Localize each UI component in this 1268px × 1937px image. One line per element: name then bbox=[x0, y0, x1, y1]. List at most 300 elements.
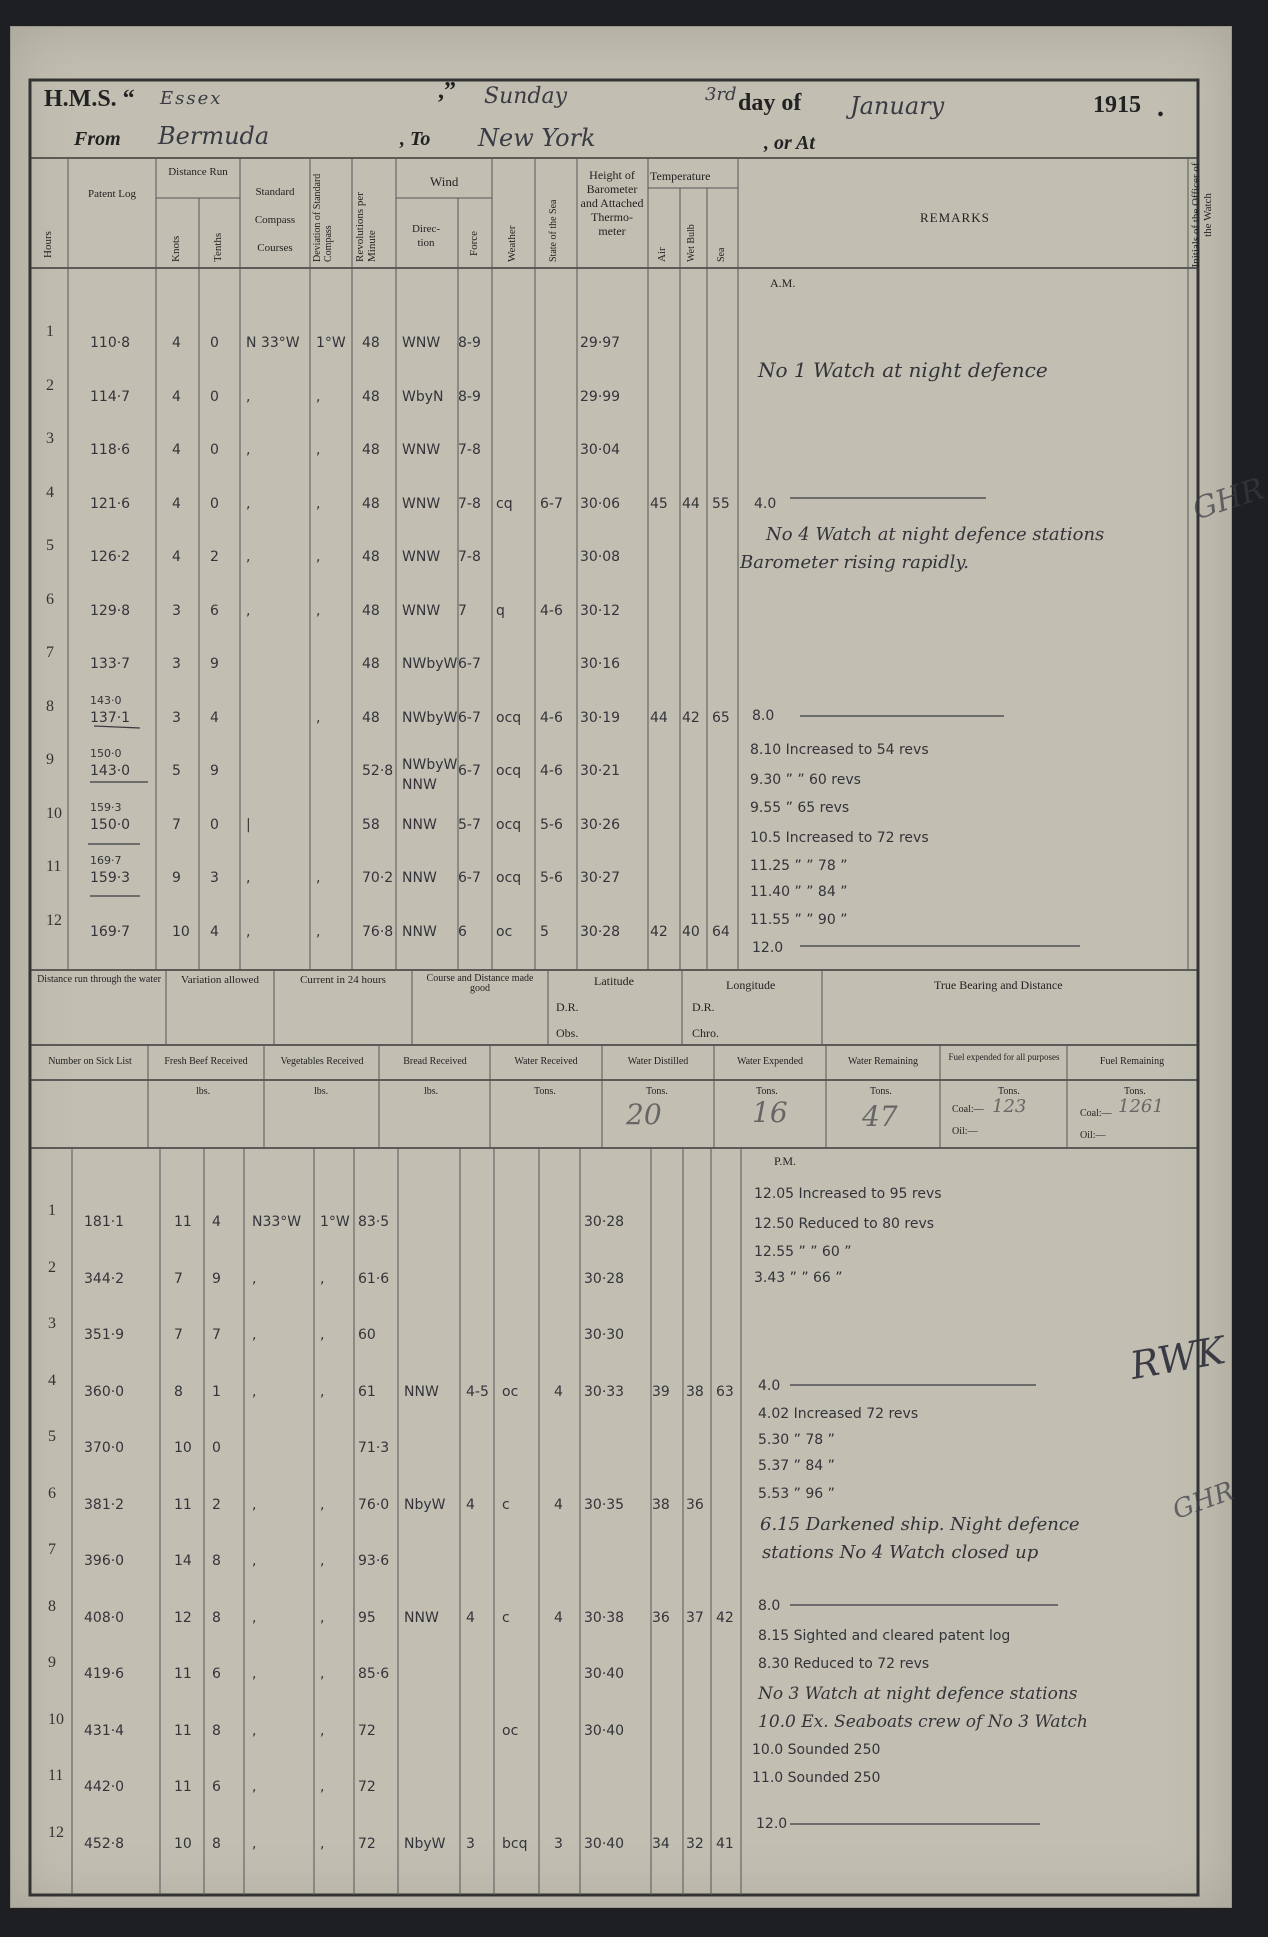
cell-dir: WNW bbox=[402, 549, 441, 565]
cell-h: 12 bbox=[48, 1823, 64, 1841]
cell-air: 36 bbox=[652, 1609, 670, 1626]
water-remaining: Water Remaining bbox=[847, 1056, 918, 1067]
cell-rev: 95 bbox=[358, 1609, 376, 1626]
cell-force: 7-8 bbox=[458, 549, 481, 565]
cell-dev: , bbox=[320, 1327, 325, 1343]
cell-wx: c bbox=[502, 1496, 510, 1513]
or-at-label: , or At bbox=[764, 132, 815, 154]
remark-line: 12.05 Increased to 95 revs bbox=[754, 1186, 942, 1202]
cell-sea: 5-6 bbox=[540, 870, 563, 886]
cell-kn: 4 bbox=[172, 495, 181, 512]
col-state-of-sea: State of the Sea bbox=[548, 199, 559, 262]
cell-dev: , bbox=[316, 549, 321, 565]
cell-rev: 71·3 bbox=[358, 1440, 390, 1456]
latitude: Latitude bbox=[594, 974, 634, 988]
cell-force: 4 bbox=[466, 1609, 475, 1626]
cell-course: N33°W bbox=[252, 1214, 302, 1230]
remark-line: 5.53 ” 96 ” bbox=[758, 1486, 835, 1502]
cell-wx: oc bbox=[502, 1722, 519, 1739]
cell-rev: 83·5 bbox=[358, 1214, 390, 1230]
cell-log: 133·7 bbox=[90, 656, 131, 672]
cell-h: 11 bbox=[46, 858, 62, 875]
cell-te: 0 bbox=[210, 388, 219, 405]
cell-wet: 36 bbox=[686, 1496, 704, 1513]
cell-dir: WNW bbox=[402, 335, 441, 351]
remark-line: No 4 Watch at night defence stations bbox=[766, 524, 1105, 545]
remark-line: 4.02 Increased 72 revs bbox=[758, 1406, 919, 1422]
cell-baro: 30·40 bbox=[584, 1666, 625, 1682]
cell-rev: 48 bbox=[362, 602, 380, 619]
cell-wx: ocq bbox=[496, 763, 522, 779]
course-made: Course and Distance made good bbox=[426, 973, 534, 994]
cell-rev: 93·6 bbox=[358, 1553, 390, 1569]
cell-course: , bbox=[252, 1327, 257, 1343]
cell-force: 6 bbox=[458, 923, 467, 940]
cell-force: 7-8 bbox=[458, 442, 481, 458]
water-distilled-value: 20 bbox=[626, 1098, 662, 1131]
sick-list: Number on Sick List bbox=[48, 1056, 132, 1067]
cell-te: 1 bbox=[212, 1383, 221, 1400]
cell-course: N 33°W bbox=[246, 335, 300, 351]
cell-log: 431·4 bbox=[84, 1722, 125, 1739]
remark-line: 8.0 bbox=[752, 708, 775, 724]
cell-rev: 52·8 bbox=[362, 763, 394, 779]
cell-log: 181·1 bbox=[84, 1214, 125, 1230]
fuel-expended: Fuel expended for all purposes bbox=[948, 1052, 1060, 1062]
cell-sea: 4 bbox=[554, 1496, 563, 1513]
cell-course: , bbox=[246, 388, 251, 405]
cell-te: 3 bbox=[210, 870, 219, 886]
longitude: Longitude bbox=[726, 978, 776, 992]
cell-kn: 9 bbox=[172, 870, 181, 886]
cell-te: 0 bbox=[210, 495, 219, 512]
col-direction: Direc- tion bbox=[411, 223, 441, 249]
cell-force: 7-8 bbox=[458, 495, 481, 512]
remark-line: stations No 4 Watch closed up bbox=[762, 1542, 1039, 1563]
remark-line: 12.55 ” ” 60 ” bbox=[754, 1244, 852, 1260]
cell-baro: 30·40 bbox=[584, 1835, 625, 1852]
remark-line: 11.55 ” ” 90 ” bbox=[750, 912, 848, 928]
am-initials: GHR bbox=[1188, 471, 1268, 528]
pm-label: P.M. bbox=[774, 1154, 797, 1168]
remark-line: 12.50 Reduced to 80 revs bbox=[754, 1216, 935, 1232]
col-tenths: Tenths bbox=[212, 232, 224, 262]
cell-log-corrected: 150·0 bbox=[90, 747, 122, 760]
cell-rev: 48 bbox=[362, 656, 380, 672]
cell-dev: , bbox=[316, 602, 321, 619]
cell-te: 0 bbox=[210, 816, 219, 833]
cell-dir: NbyW bbox=[404, 1835, 446, 1852]
cell-course: , bbox=[246, 442, 251, 458]
cell-seat: 42 bbox=[716, 1609, 734, 1626]
cell-baro: 30·19 bbox=[580, 709, 621, 726]
cell-wx: ocq bbox=[496, 709, 522, 726]
col-deviation: Deviation of Standard Compass bbox=[312, 173, 334, 262]
cell-kn: 3 bbox=[172, 656, 181, 672]
water-received-unit: Tons. bbox=[534, 1086, 556, 1097]
cell-dir: NNW bbox=[404, 1383, 439, 1400]
cell-log: 381·2 bbox=[84, 1496, 125, 1513]
cell-kn: 14 bbox=[174, 1553, 192, 1569]
cell-course: , bbox=[246, 923, 251, 940]
cell-dir: WNW bbox=[402, 442, 441, 458]
cell-air: 34 bbox=[652, 1835, 670, 1852]
cell-rev: 61·6 bbox=[358, 1270, 390, 1287]
distance-run-water: Distance run through the water bbox=[37, 974, 161, 985]
cell-baro: 30·21 bbox=[580, 763, 621, 779]
bread-unit: lbs. bbox=[424, 1086, 439, 1097]
col-patent-log: Patent Log bbox=[88, 188, 136, 200]
cell-dir: NWbyW bbox=[402, 656, 458, 672]
cell-h: 5 bbox=[46, 537, 54, 554]
cell-log: 110·8 bbox=[90, 335, 131, 351]
cell-rev: 60 bbox=[358, 1327, 376, 1343]
cell-sea: 4 bbox=[554, 1383, 563, 1400]
cell-course: , bbox=[252, 1553, 257, 1569]
cell-course: , bbox=[252, 1835, 257, 1852]
water-distilled: Water Distilled bbox=[627, 1056, 689, 1067]
cell-h: 6 bbox=[48, 1484, 56, 1502]
col-initials: Initials of the Officer of the Watch bbox=[1190, 162, 1214, 268]
cell-baro: 30·35 bbox=[584, 1496, 625, 1513]
cell-kn: 3 bbox=[172, 709, 181, 726]
cell-seat: 41 bbox=[716, 1835, 734, 1852]
to-label: , To bbox=[400, 128, 431, 150]
veg-unit: lbs. bbox=[314, 1086, 329, 1097]
cell-baro: 30·12 bbox=[580, 602, 621, 619]
fuel-remaining-unit: Tons. bbox=[1124, 1086, 1146, 1097]
cell-kn: 4 bbox=[172, 442, 181, 458]
remark-line: 5.37 ” 84 ” bbox=[758, 1458, 835, 1474]
cell-force: 6-7 bbox=[458, 870, 481, 886]
cell-h: 10 bbox=[48, 1710, 64, 1728]
cell-dir: NNW bbox=[404, 1609, 439, 1626]
remark-line: 9.55 ” 65 revs bbox=[750, 800, 850, 816]
col-knots: Knots bbox=[170, 235, 182, 262]
cell-h: 7 bbox=[46, 644, 54, 661]
cell-te: 9 bbox=[210, 763, 219, 779]
cell-kn: 10 bbox=[172, 923, 190, 940]
cell-sea: 4-6 bbox=[540, 709, 563, 726]
cell-rev: 85·6 bbox=[358, 1666, 390, 1682]
remark-line: No 1 Watch at night defence bbox=[758, 358, 1048, 382]
cell-kn: 10 bbox=[174, 1835, 192, 1852]
remark-line: 11.40 ” ” 84 ” bbox=[750, 884, 848, 900]
cell-te: 4 bbox=[212, 1214, 221, 1230]
true-bearing: True Bearing and Distance bbox=[934, 978, 1063, 992]
col-air: Air bbox=[656, 247, 668, 262]
cell-force: 7 bbox=[458, 602, 467, 619]
cell-dir: NNW bbox=[402, 816, 437, 833]
cell-h: 9 bbox=[48, 1654, 56, 1671]
water-expended-value: 16 bbox=[752, 1096, 788, 1129]
ship-prefix: H.M.S. “ bbox=[44, 86, 135, 112]
cell-baro: 30·40 bbox=[584, 1722, 625, 1739]
remark-line: 8.15 Sighted and cleared patent log bbox=[758, 1628, 1011, 1644]
cell-course: , bbox=[246, 602, 251, 619]
day-of-label: day of bbox=[738, 90, 802, 116]
remark-line: 10.0 Sounded 250 bbox=[752, 1742, 881, 1758]
col-standard-compass: Standard Compass Courses bbox=[254, 186, 296, 254]
cell-baro: 30·38 bbox=[584, 1609, 625, 1626]
remark-line: 12.0 bbox=[756, 1816, 788, 1832]
cell-force: 8-9 bbox=[458, 335, 481, 351]
coal-label: Coal:— bbox=[952, 1104, 984, 1115]
cell-log: 419·6 bbox=[84, 1666, 125, 1682]
current: Current in 24 hours bbox=[300, 974, 386, 986]
remark-line: 12.0 bbox=[752, 940, 784, 956]
cell-dir: WNW bbox=[402, 602, 441, 619]
cell-log: 143·0 bbox=[90, 763, 131, 779]
cell-h: 2 bbox=[48, 1258, 56, 1276]
cell-log-corrected: 169·7 bbox=[90, 854, 122, 867]
col-hours: Hours bbox=[42, 231, 54, 258]
cell-wet: 42 bbox=[682, 709, 700, 726]
pm-initials-1: RWK bbox=[1126, 1328, 1229, 1388]
cell-baro: 30·08 bbox=[580, 549, 621, 565]
pm-initials-2: GHR bbox=[1168, 1476, 1239, 1526]
vegetables: Vegetables Received bbox=[280, 1056, 364, 1067]
cell-log: 360·0 bbox=[84, 1383, 125, 1400]
coal-label-remaining: Coal:— bbox=[1080, 1108, 1112, 1119]
cell-baro: 30·30 bbox=[584, 1327, 625, 1343]
water-remaining-unit: Tons. bbox=[870, 1086, 892, 1097]
cell-baro: 30·27 bbox=[580, 870, 621, 886]
cell-course: , bbox=[252, 1779, 257, 1795]
cell-rev: 48 bbox=[362, 709, 380, 726]
cell-baro: 30·26 bbox=[580, 816, 621, 833]
cell-dir: NWbyW NNW bbox=[402, 757, 458, 793]
cell-dir: WbyN bbox=[402, 388, 444, 405]
cell-h: 11 bbox=[48, 1767, 64, 1784]
remark-line: 4.0 bbox=[754, 496, 777, 512]
beef-unit: lbs. bbox=[196, 1086, 211, 1097]
cell-log: 169·7 bbox=[90, 923, 131, 940]
cell-dev: , bbox=[316, 495, 321, 512]
lat-obs: Obs. bbox=[556, 1026, 579, 1040]
cell-dir: NbyW bbox=[404, 1496, 446, 1513]
cell-te: 6 bbox=[212, 1779, 221, 1795]
water-received: Water Received bbox=[514, 1056, 578, 1067]
cell-rev: 61 bbox=[358, 1383, 376, 1400]
remark-line: 10.5 Increased to 72 revs bbox=[750, 830, 929, 846]
cell-course: , bbox=[252, 1383, 257, 1400]
cell-h: 1 bbox=[48, 1202, 56, 1219]
cell-log: 137·1 bbox=[90, 709, 131, 726]
cell-sea: 3 bbox=[554, 1835, 563, 1852]
quote-close: ,” bbox=[438, 78, 456, 104]
year-dot: . bbox=[1157, 92, 1164, 123]
cell-h: 4 bbox=[48, 1371, 56, 1389]
cell-rev: 58 bbox=[362, 816, 380, 833]
cell-dev: , bbox=[320, 1779, 325, 1795]
cell-wx: oc bbox=[502, 1383, 519, 1400]
cell-te: 4 bbox=[210, 923, 219, 940]
cell-seat: 55 bbox=[712, 495, 730, 512]
cell-dev: , bbox=[320, 1270, 325, 1287]
cell-log: 129·8 bbox=[90, 602, 131, 619]
weekday: Sunday bbox=[484, 84, 568, 109]
cell-kn: 11 bbox=[174, 1722, 192, 1739]
cell-rev: 48 bbox=[362, 335, 380, 351]
cell-rev: 72 bbox=[358, 1722, 376, 1739]
month: January bbox=[850, 92, 945, 120]
cell-log: 370·0 bbox=[84, 1440, 125, 1456]
cell-wet: 38 bbox=[686, 1383, 704, 1400]
cell-kn: 11 bbox=[174, 1779, 192, 1795]
cell-air: 38 bbox=[652, 1496, 670, 1513]
cell-baro: 30·28 bbox=[584, 1270, 625, 1287]
cell-log: 118·6 bbox=[90, 442, 131, 458]
cell-te: 2 bbox=[212, 1496, 221, 1513]
cell-force: 8-9 bbox=[458, 388, 481, 405]
cell-dir: WNW bbox=[402, 495, 441, 512]
cell-te: 8 bbox=[212, 1553, 221, 1569]
col-temperature: Temperature bbox=[650, 169, 711, 183]
cell-seat: 63 bbox=[716, 1383, 734, 1400]
cell-kn: 8 bbox=[174, 1383, 183, 1400]
cell-log: 351·9 bbox=[84, 1327, 125, 1343]
col-revolutions: Revolutions per Minute bbox=[354, 192, 378, 262]
cell-te: 0 bbox=[210, 442, 219, 458]
cell-log: 442·0 bbox=[84, 1779, 125, 1795]
cell-sea: 5 bbox=[540, 923, 549, 940]
cell-force: 4-5 bbox=[466, 1383, 489, 1400]
water-distilled-unit: Tons. bbox=[646, 1086, 668, 1097]
remark-line: 9.30 ” ” 60 revs bbox=[750, 772, 861, 788]
cell-h: 10 bbox=[46, 804, 62, 822]
cell-dev: , bbox=[320, 1666, 325, 1682]
remark-line: 8.10 Increased to 54 revs bbox=[750, 742, 929, 758]
long-chro: Chro. bbox=[692, 1026, 719, 1040]
cell-te: 9 bbox=[210, 656, 219, 672]
cell-log: 126·2 bbox=[90, 549, 131, 565]
cell-te: 8 bbox=[212, 1835, 221, 1852]
cell-dev: , bbox=[320, 1383, 325, 1400]
cell-sea: 4 bbox=[554, 1609, 563, 1626]
cell-dev: , bbox=[316, 709, 321, 726]
cell-course: | bbox=[246, 816, 251, 833]
cell-seat: 65 bbox=[712, 709, 730, 726]
col-sea-temp: Sea bbox=[716, 247, 727, 262]
bread: Bread Received bbox=[403, 1056, 467, 1067]
cell-rev: 72 bbox=[358, 1779, 376, 1795]
cell-te: 8 bbox=[212, 1609, 221, 1626]
cell-h: 12 bbox=[46, 911, 62, 929]
cell-wet: 40 bbox=[682, 923, 700, 940]
remark-line: Barometer rising rapidly. bbox=[740, 552, 969, 573]
cell-te: 4 bbox=[210, 709, 219, 726]
cell-course: , bbox=[252, 1270, 257, 1287]
variation: Variation allowed bbox=[181, 974, 259, 986]
cell-air: 45 bbox=[650, 495, 668, 512]
cell-course: , bbox=[252, 1496, 257, 1513]
cell-te: 6 bbox=[210, 602, 219, 619]
cell-baro: 30·28 bbox=[584, 1214, 625, 1230]
cell-te: 8 bbox=[212, 1722, 221, 1739]
cell-sea: 4-6 bbox=[540, 602, 563, 619]
cell-dev: , bbox=[316, 870, 321, 886]
cell-te: 0 bbox=[210, 335, 219, 351]
cell-h: 3 bbox=[48, 1315, 56, 1332]
cell-wx: oc bbox=[496, 923, 513, 940]
cell-kn: 3 bbox=[172, 602, 181, 619]
cell-air: 44 bbox=[650, 709, 668, 726]
oil-label: Oil:— bbox=[952, 1126, 978, 1137]
cell-te: 0 bbox=[212, 1440, 221, 1456]
cell-rev: 76·8 bbox=[362, 923, 394, 940]
col-wet-bulb: Wet Bulb bbox=[686, 224, 697, 262]
cell-baro: 29·97 bbox=[580, 335, 621, 351]
lat-dr: D.R. bbox=[556, 1000, 579, 1014]
cell-kn: 12 bbox=[174, 1609, 192, 1626]
remark-line: 8.0 bbox=[758, 1598, 781, 1614]
cell-log: 114·7 bbox=[90, 388, 131, 405]
cell-kn: 4 bbox=[172, 549, 181, 565]
cell-baro: 30·06 bbox=[580, 495, 621, 512]
cell-rev: 70·2 bbox=[362, 870, 394, 886]
col-weather: Weather bbox=[506, 225, 518, 262]
cell-force: 4 bbox=[466, 1496, 475, 1513]
cell-dev: , bbox=[320, 1609, 325, 1626]
remark-line: 8.30 Reduced to 72 revs bbox=[758, 1656, 930, 1672]
cell-course: , bbox=[246, 870, 251, 886]
cell-dev: , bbox=[320, 1835, 325, 1852]
oil-label-remaining: Oil:— bbox=[1080, 1130, 1106, 1141]
from-place: Bermuda bbox=[158, 122, 270, 150]
cell-dir: NNW bbox=[402, 870, 437, 886]
day-number: 3rd bbox=[705, 84, 737, 105]
cell-dev: , bbox=[316, 388, 321, 405]
cell-course: , bbox=[246, 495, 251, 512]
cell-dev: , bbox=[316, 923, 321, 940]
cell-rev: 48 bbox=[362, 442, 380, 458]
col-wind: Wind bbox=[430, 174, 459, 189]
cell-log: 396·0 bbox=[84, 1553, 125, 1569]
cell-wx: ocq bbox=[496, 870, 522, 886]
cell-rev: 76·0 bbox=[358, 1496, 390, 1513]
cell-te: 6 bbox=[212, 1666, 221, 1682]
cell-kn: 7 bbox=[174, 1327, 183, 1343]
cell-dev: , bbox=[316, 442, 321, 458]
cell-kn: 11 bbox=[174, 1496, 192, 1513]
cell-log: 150·0 bbox=[90, 816, 131, 833]
cell-rev: 72 bbox=[358, 1835, 376, 1852]
cell-course: , bbox=[252, 1666, 257, 1682]
cell-force: 6-7 bbox=[458, 709, 481, 726]
cell-sea: 4-6 bbox=[540, 763, 563, 779]
fuel-remaining: Fuel Remaining bbox=[1099, 1056, 1165, 1067]
cell-force: 5-7 bbox=[458, 816, 481, 833]
cell-kn: 10 bbox=[174, 1440, 192, 1456]
cell-h: 1 bbox=[46, 323, 54, 340]
cell-force: 6-7 bbox=[458, 763, 481, 779]
remark-line: 10.0 Ex. Seaboats crew of No 3 Watch bbox=[758, 1712, 1088, 1732]
cell-log: 344·2 bbox=[84, 1270, 125, 1287]
cell-baro: 29·99 bbox=[580, 388, 621, 405]
cell-kn: 4 bbox=[172, 388, 181, 405]
cell-kn: 7 bbox=[172, 816, 181, 833]
cell-dev: , bbox=[320, 1722, 325, 1739]
cell-log-corrected: 143·0 bbox=[90, 693, 122, 707]
cell-dev: 1°W bbox=[316, 335, 346, 351]
cell-baro: 30·33 bbox=[584, 1383, 625, 1400]
cell-course: , bbox=[246, 549, 251, 565]
cell-force: 6-7 bbox=[458, 656, 481, 672]
cell-course: , bbox=[252, 1722, 257, 1739]
cell-dev: 1°W bbox=[320, 1214, 350, 1230]
cell-sea: 5-6 bbox=[540, 816, 563, 833]
